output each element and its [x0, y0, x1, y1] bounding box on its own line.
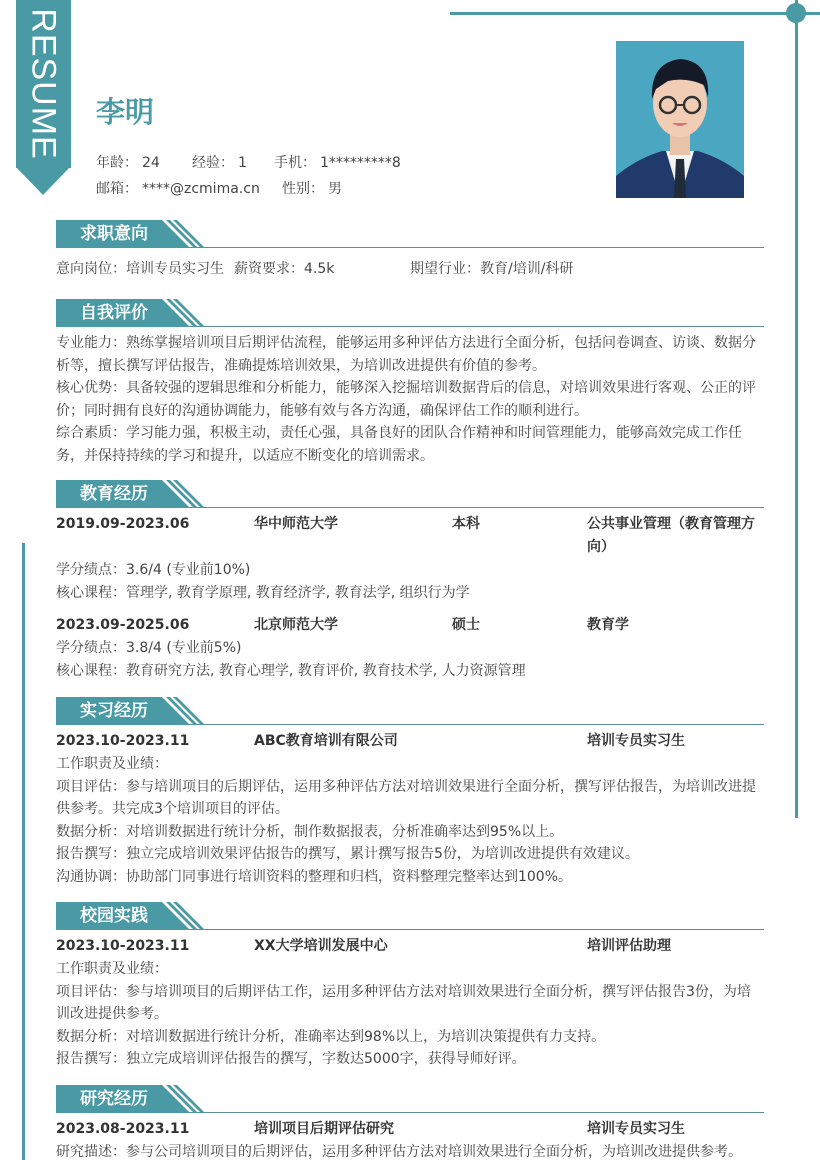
intern-period: 2023.10-2023.11 [56, 733, 190, 749]
duty-item: 报告撰写：独立完成培训评估报告的撰写，字数达5000字，获得导师好评。 [56, 1051, 526, 1067]
campus-header-row [56, 935, 764, 958]
email-field: 邮箱： ****@zcmima.cn [96, 181, 260, 197]
experience-field: 经验： 1 [192, 155, 247, 171]
paragraph-professional: 专业能力：熟练掌握培训项目后期评估流程，能够运用多种评估方法进行全面分析，包括问卷调查、访谈、数据分析等，擅长撰写评估报告，准确提炼培训效果，为培训改进提供有价值的参考。 [56, 335, 756, 374]
section-job-intent [56, 220, 764, 284]
section-internship [56, 697, 764, 888]
job-intent-row [56, 258, 764, 284]
edu-school: 北京师范大学 [254, 617, 338, 633]
edu-courses: 核心课程：管理学, 教育学原理, 教育经济学, 教育法学, 组织行为学 [56, 584, 470, 601]
section-title: 自我评价 [56, 299, 156, 327]
resume-ribbon [16, 0, 71, 195]
stripes-decor-icon [152, 1085, 204, 1113]
section-header [56, 220, 764, 248]
duty-item: 沟通协调：协助部门同事进行培训资料的整理和归档，资料整理完整率达到100%。 [56, 868, 573, 885]
section-title: 研究经历 [56, 1085, 156, 1113]
research-description: 研究描述：参与公司培训项目的后期评估，运用多种评估方法对培训效果进行全面分析，为培训改进提供参考。 [56, 1144, 742, 1160]
section-campus-practice [56, 902, 764, 1071]
internship-header-row [56, 730, 764, 753]
stripes-decor-icon [152, 697, 204, 725]
edu-major: 公共事业管理（教育管理方向） [587, 516, 755, 555]
section-header [56, 1085, 764, 1113]
research-project: 培训项目后期评估研究 [254, 1121, 394, 1137]
info-row-1 [96, 152, 401, 172]
campus-role: 培训评估助理 [587, 938, 671, 954]
top-decor-line [450, 12, 820, 15]
stripes-decor-icon [152, 220, 204, 248]
paragraph-qualities: 综合素质：学习能力强，积极主动，责任心强，具备良好的团队合作精神和时间管理能力，能够高效完成工作任务，并保持持续的学习和提升，以适应不断变化的培训需求。 [56, 425, 742, 464]
research-body [56, 1141, 764, 1160]
duties-label: 工作职责及业绩： [56, 756, 168, 772]
education-item [56, 513, 764, 604]
edu-major: 教育学 [587, 617, 629, 633]
section-header [56, 480, 764, 508]
self-evaluation-body [56, 332, 764, 467]
intent-position: 意向岗位：培训专员实习生 [56, 261, 224, 277]
education-header-row [56, 513, 764, 559]
section-header [56, 697, 764, 725]
section-education [56, 480, 764, 682]
duties-label: 工作职责及业绩： [56, 961, 168, 977]
intent-industry: 期望行业：教育/培训/科研 [410, 261, 574, 277]
edu-gpa: 学分绩点：3.8/4 (专业前5%) [56, 640, 242, 656]
left-decor-line [22, 543, 25, 1160]
duty-item: 报告撰写：独立完成培训效果评估报告的撰写，累计撰写报告5份，为培训改进提供有效建议。 [56, 846, 639, 862]
age-field: 年龄： 24 [96, 155, 160, 171]
section-title: 求职意向 [56, 220, 156, 248]
stripes-decor-icon [152, 902, 204, 930]
edu-school: 华中师范大学 [254, 516, 338, 532]
campus-body [56, 958, 764, 1071]
research-header-row [56, 1118, 764, 1141]
section-research [56, 1085, 764, 1160]
edu-gpa: 学分绩点：3.6/4 (专业前10%) [56, 562, 251, 578]
section-title: 教育经历 [56, 480, 156, 508]
research-role: 培训专员实习生 [587, 1121, 685, 1137]
right-decor-line [795, 0, 798, 818]
section-title: 实习经历 [56, 697, 156, 725]
stripes-decor-icon [152, 299, 204, 327]
phone-field: 手机： 1*********8 [274, 155, 401, 171]
section-header [56, 902, 764, 930]
intent-salary: 薪资要求：4.5k [234, 261, 335, 277]
edu-degree: 硕士 [452, 617, 480, 633]
section-header [56, 299, 764, 327]
duty-item: 项目评估：参与培训项目的后期评估，运用多种评估方法对培训效果进行全面分析，撰写评估报告，为培训改进提供参考。共完成3个培训项目的评估。 [56, 778, 756, 817]
profile-photo [616, 41, 744, 198]
edu-courses: 核心课程：教育研究方法, 教育心理学, 教育评价, 教育技术学, 人力资源管理 [56, 662, 526, 679]
section-title: 校园实践 [56, 902, 156, 930]
campus-org: XX大学培训发展中心 [254, 938, 388, 954]
intern-company: ABC教育培训有限公司 [254, 733, 398, 749]
ribbon-label: RESUME [24, 8, 63, 160]
paragraph-strengths: 核心优势：具备较强的逻辑思维和分析能力，能够深入挖掘培训数据背后的信息，对培训效果进行客观、公正的评价；同时拥有良好的沟通协调能力，能够有效与各方沟通，确保评估工作的顺利进行。 [56, 380, 756, 419]
education-item [56, 614, 764, 682]
campus-period: 2023.10-2023.11 [56, 938, 190, 954]
internship-body [56, 753, 764, 888]
person-portrait-icon [616, 41, 744, 198]
candidate-name: 李明 [96, 95, 155, 129]
duty-item: 数据分析：对培训数据进行统计分析，制作数据报表，分析准确率达到95%以上。 [56, 823, 564, 840]
duty-item: 数据分析：对培训数据进行统计分析，准确率达到98%以上，为培训决策提供有力支持。 [56, 1028, 606, 1045]
education-header-row [56, 614, 764, 637]
ribbon-tip [16, 167, 70, 195]
intern-role: 培训专员实习生 [587, 733, 685, 749]
info-row-2 [96, 178, 342, 198]
edu-period: 2023.09-2025.06 [56, 617, 190, 633]
section-self-evaluation [56, 299, 764, 467]
gender-field: 性别： 男 [282, 181, 342, 197]
edu-period: 2019.09-2023.06 [56, 516, 190, 532]
edu-degree: 本科 [452, 516, 480, 532]
research-period: 2023.08-2023.11 [56, 1121, 190, 1137]
duty-item: 项目评估：参与培训项目的后期评估工作，运用多种评估方法对培训效果进行全面分析，撰写评估报告3份，为培训改进提供参考。 [56, 983, 751, 1022]
stripes-decor-icon [152, 480, 204, 508]
